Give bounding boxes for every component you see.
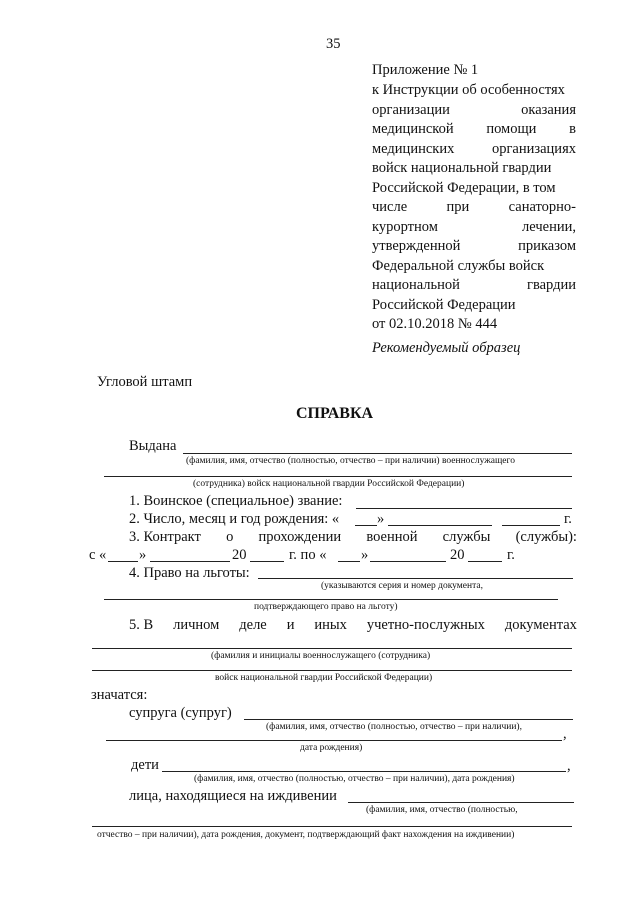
contract-to-label: г. по «	[289, 547, 327, 563]
contract-word: службы	[442, 529, 491, 545]
appendix-line	[372, 160, 551, 177]
comma: ,	[563, 726, 567, 742]
appendix-word: организации	[372, 101, 450, 118]
appendix-word: к Инструкции об особенностях	[372, 82, 565, 98]
appendix-word: оказания	[521, 101, 576, 118]
appendix-word: в	[569, 121, 576, 137]
appendix-word: помощи	[486, 121, 537, 137]
hint-initials: (фамилия и инициалы военнослужащего (сотрудника)	[211, 651, 431, 661]
dependents-field[interactable]	[348, 802, 574, 803]
contract-to-month-field[interactable]	[370, 561, 446, 562]
contract-to-year-field[interactable]	[468, 561, 502, 562]
records-word: личном	[173, 617, 220, 633]
appendix-line	[372, 180, 556, 197]
listed-label: значатся:	[91, 687, 148, 703]
hint-dependents-2: отчество – при наличии), дата рождения, документ, подтверждающий факт нахождения на иждивении)	[97, 830, 515, 840]
quote-close: »	[139, 547, 147, 563]
spouse-field-2[interactable]	[106, 740, 562, 741]
appendix-line	[372, 141, 576, 158]
hint-employee-troops: (сотрудника) войск национальной гвардии Российской Федерации)	[193, 479, 465, 489]
spouse-field[interactable]	[244, 719, 573, 720]
records-word: деле	[239, 617, 267, 633]
comma: ,	[567, 758, 571, 774]
appendix-line	[372, 82, 565, 99]
hint-benefits-2: подтверждающего право на льготу)	[254, 602, 398, 612]
appendix-word: медицинских	[372, 140, 455, 157]
appendix-word: числе	[372, 199, 408, 215]
benefits-field-2[interactable]	[104, 599, 558, 600]
appendix-line	[372, 219, 576, 236]
appendix-word: приказом	[518, 238, 576, 254]
birth-year-field[interactable]	[502, 525, 560, 526]
rank-field[interactable]	[356, 508, 572, 509]
appendix-title: Приложение № 1	[372, 62, 479, 78]
records-name-field[interactable]	[92, 648, 572, 649]
issued-to-field-2[interactable]	[104, 476, 572, 477]
contract-to-day-field[interactable]	[338, 561, 360, 562]
appendix-line	[372, 121, 576, 138]
appendix-word: организациях	[491, 140, 576, 157]
year-suffix: г.	[507, 547, 515, 563]
item-benefits-label: 4. Право на льготы:	[129, 565, 250, 581]
hint-children: (фамилия, имя, отчество (полностью, отчество – при наличии), дата рождения)	[194, 774, 515, 784]
appendix-line	[372, 102, 576, 119]
appendix-line	[372, 238, 576, 255]
appendix-word: при	[446, 199, 470, 215]
contract-from-year-field[interactable]	[250, 561, 284, 562]
issued-label: Выдана	[129, 438, 177, 454]
hint-troops: войск национальной гвардии Российской Федерации)	[215, 673, 433, 683]
hint-fio-serviceman: (фамилия, имя, отчество (полностью, отчество – при наличии) военнослужащего	[186, 456, 515, 466]
records-word: учетно-послужных	[366, 617, 485, 633]
corner-stamp-label: Угловой штамп	[97, 374, 193, 390]
appendix-word: утвержденной	[372, 238, 461, 254]
appendix-line	[372, 199, 576, 216]
appendix-line	[372, 258, 544, 275]
records-word: 5. В	[129, 617, 154, 633]
records-word: документах	[504, 617, 577, 633]
page-number: 35	[326, 36, 341, 52]
contract-word: о	[226, 529, 234, 545]
appendix-word: гвардии	[527, 277, 576, 293]
contract-word: военной	[366, 529, 418, 545]
appendix-line	[372, 297, 516, 314]
year-suffix: г.	[564, 511, 572, 527]
spouse-label: супруга (супруг)	[129, 705, 232, 721]
quote-close: »	[377, 511, 385, 527]
appendix-word: Российской Федерации	[372, 296, 516, 313]
appendix-line	[372, 277, 576, 294]
item-records-line	[129, 617, 577, 634]
hint-spouse: (фамилия, имя, отчество (полностью, отчество – при наличии),	[266, 722, 522, 732]
appendix-word: лечении,	[522, 218, 576, 235]
appendix-word: санаторно-	[508, 199, 576, 215]
children-label: дети	[131, 757, 159, 773]
document-heading: СПРАВКА	[296, 405, 374, 422]
appendix-word: медицинской	[372, 121, 454, 137]
contract-word: прохождении	[258, 529, 342, 545]
appendix-word: курортном	[372, 218, 438, 235]
children-field[interactable]	[162, 771, 566, 772]
records-name-field-2[interactable]	[92, 670, 572, 671]
year-prefix-20: 20	[232, 547, 247, 563]
contract-word: (службы):	[515, 529, 577, 545]
appendix-line	[372, 316, 497, 333]
issued-to-field[interactable]	[183, 453, 572, 454]
birth-day-field[interactable]	[355, 525, 377, 526]
appendix-word: Федеральной службы войск	[372, 257, 545, 274]
contract-from-day-field[interactable]	[108, 561, 138, 562]
appendix-word: национальной	[372, 277, 460, 293]
year-prefix-20: 20	[450, 547, 465, 563]
benefits-field[interactable]	[258, 578, 573, 579]
birth-month-field[interactable]	[388, 525, 492, 526]
quote-close: »	[361, 547, 369, 563]
appendix-word: войск национальной гвардии	[372, 160, 552, 176]
hint-benefits-1: (указываются серия и номер документа,	[321, 581, 483, 591]
contract-word: 3. Контракт	[129, 529, 201, 545]
records-word: и	[286, 617, 295, 633]
item-contract-line	[129, 529, 577, 546]
item-birthdate-label: 2. Число, месяц и год рождения: «	[129, 511, 340, 527]
records-word: иных	[314, 617, 347, 633]
dependents-field-2[interactable]	[92, 826, 572, 827]
hint-dependents-1: (фамилия, имя, отчество (полностью,	[366, 805, 518, 815]
contract-from-label: с «	[89, 547, 107, 563]
appendix-word: от 02.10.2018 № 444	[372, 316, 498, 332]
appendix-word: Российской Федерации, в том	[372, 179, 556, 196]
sample-label: Рекомендуемый образец	[372, 340, 521, 356]
item-rank-label: 1. Воинское (специальное) звание:	[129, 493, 343, 509]
contract-from-month-field[interactable]	[150, 561, 230, 562]
dependents-label: лица, находящиеся на иждивении	[129, 788, 337, 804]
hint-birthdate: дата рождения)	[300, 743, 363, 753]
